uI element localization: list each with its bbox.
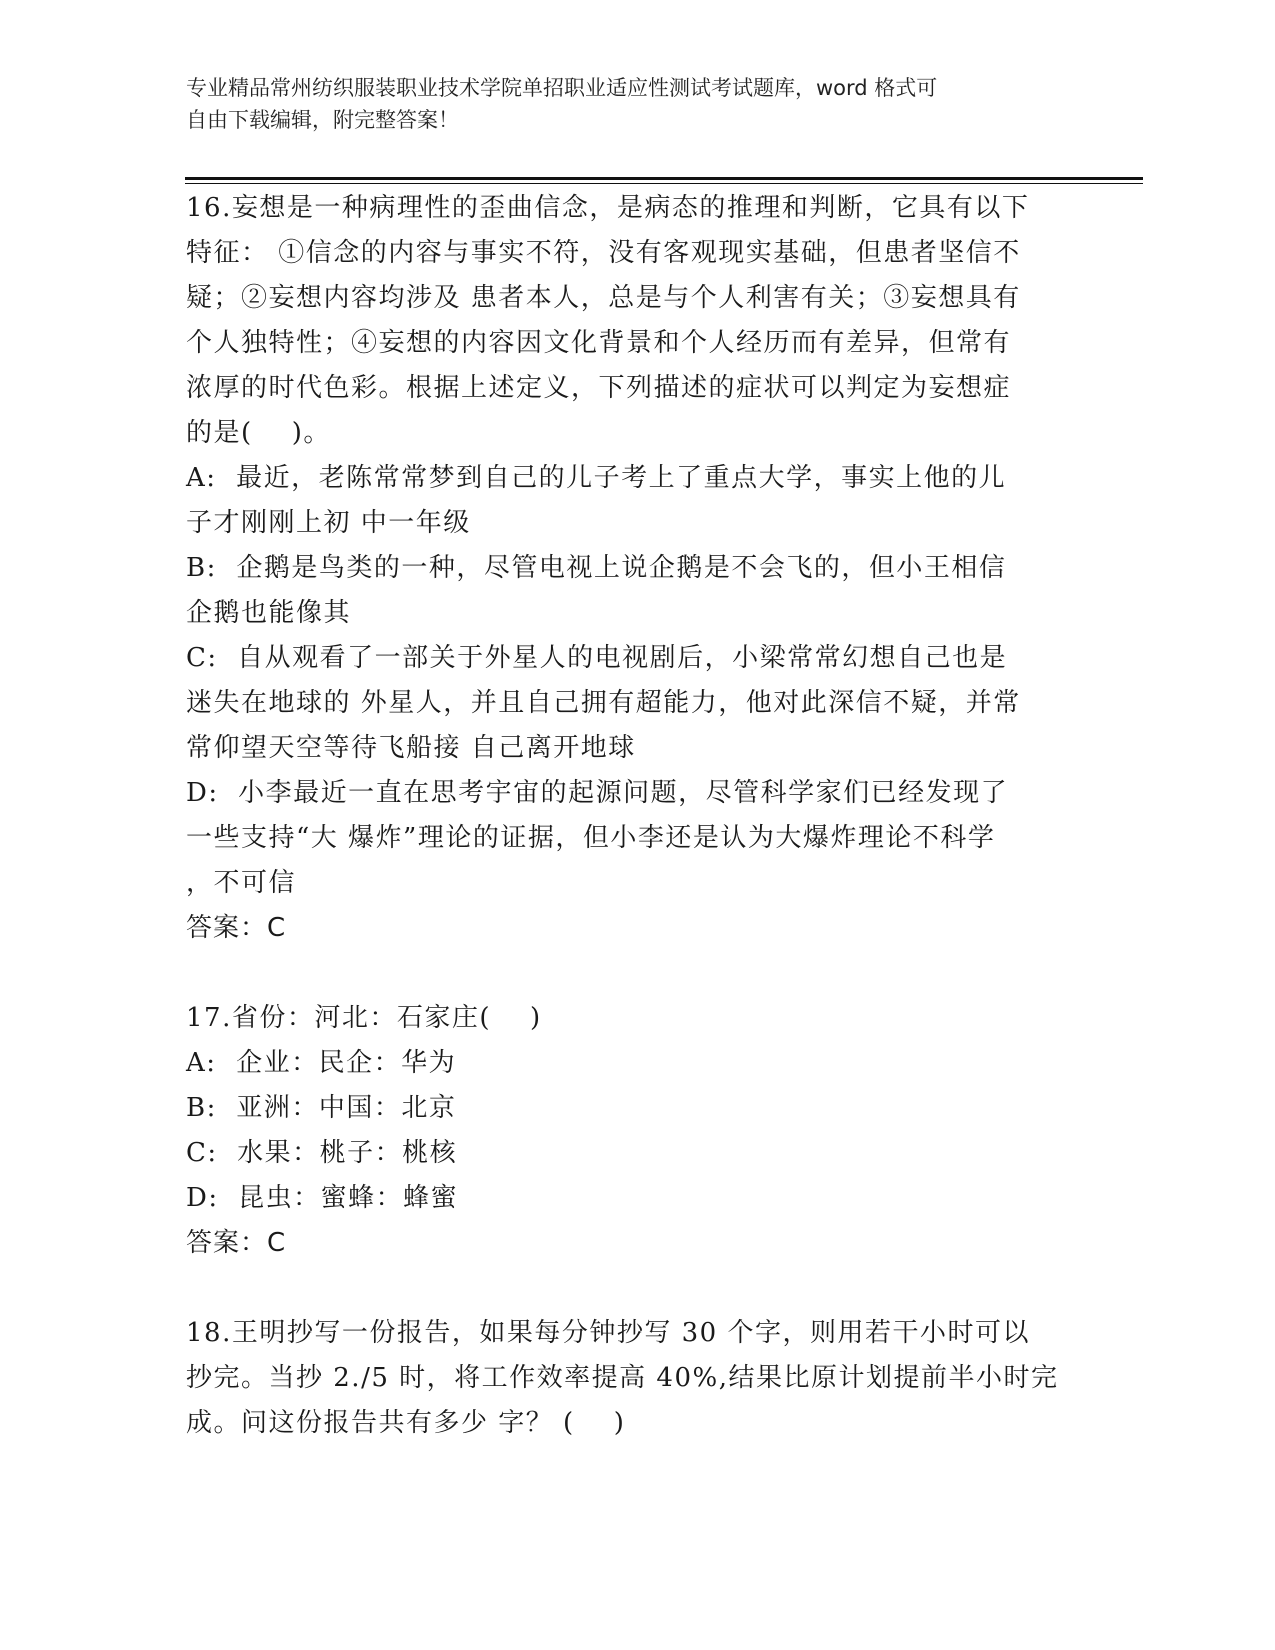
question-16-stem-line-6: 的是( )。 <box>186 418 331 448</box>
question-16-stem-line-2: 特征： ①信念的内容与事实不符，没有客观现实基础，但患者坚信不 <box>186 238 1021 268</box>
question-17-option-d: D: 昆虫：蜜蜂：蜂蜜 <box>186 1183 459 1213</box>
question-spacer <box>186 1266 1076 1311</box>
header-line-1: 专业精品常州纺织服装职业技术学院单招职业适应性测试考试题库，word 格式可 <box>186 76 938 100</box>
question-17-answer: 答案：C <box>186 1228 287 1258</box>
header-rule-thick <box>185 177 1143 180</box>
question-16-option-d-line-3: ，不可信 <box>186 868 297 898</box>
page-header <box>186 72 1086 136</box>
question-18-stem-line-3: 成。问这份报告共有多少 字？ ( ) <box>186 1408 626 1438</box>
question-18-stem-line-1: 18.王明抄写一份报告，如果每分钟抄写 30 个字，则用若干小时可以 <box>186 1318 1030 1348</box>
question-17-option-b: B: 亚洲：中国：北京 <box>186 1093 457 1123</box>
question-18 <box>186 1311 1076 1446</box>
question-16-option-c-line-2: 迷失在地球的 外星人，并且自己拥有超能力，他对此深信不疑，并常 <box>186 688 1021 718</box>
question-16-option-b-line-1: B: 企鹅是鸟类的一种，尽管电视上说企鹅是不会飞的，但小王相信 <box>186 553 1007 583</box>
question-17-option-c: C: 水果：桃子：桃核 <box>186 1138 458 1168</box>
question-16-option-d-line-2: 一些支持“大 爆炸”理论的证据，但小李还是认为大爆炸理论不科学 <box>186 823 996 853</box>
question-16-option-b-line-2: 企鹅也能像其 <box>186 598 352 628</box>
question-16-answer: 答案：C <box>186 913 287 943</box>
question-18-stem-line-2: 抄完。当抄 2./5 时，将工作效率提高 40%,结果比原计划提前半小时完 <box>186 1363 1059 1393</box>
header-line-2: 自由下载编辑，附完整答案！ <box>186 108 459 132</box>
question-16-stem-line-4: 个人独特性；④妄想的内容因文化背景和个人经历而有差异，但常有 <box>186 328 1012 358</box>
question-17 <box>186 996 1076 1266</box>
question-16-stem-line-5: 浓厚的时代色彩。根据上述定义，下列描述的症状可以判定为妄想症 <box>186 373 1012 403</box>
question-17-option-a: A: 企业：民企：华为 <box>186 1048 457 1078</box>
question-17-stem: 17.省份：河北：石家庄( ) <box>186 1003 542 1033</box>
question-16-option-d-line-1: D: 小李最近一直在思考宇宙的起源问题，尽管科学家们已经发现了 <box>186 778 1009 808</box>
question-16 <box>186 186 1076 951</box>
question-16-option-a-line-2: 子才刚刚上初 中一年级 <box>186 508 471 538</box>
question-16-option-c-line-1: C: 自从观看了一部关于外星人的电视剧后，小梁常常幻想自己也是 <box>186 643 1008 673</box>
question-list <box>186 186 1076 1446</box>
question-16-stem-line-1: 16.妄想是一种病理性的歪曲信念，是病态的推理和判断，它具有以下 <box>186 193 1030 223</box>
question-16-stem-line-3: 疑；②妄想内容均涉及 患者本人，总是与个人利害有关；③妄想具有 <box>186 283 1021 313</box>
question-16-option-a-line-1: A: 最近，老陈常常梦到自己的儿子考上了重点大学，事实上他的儿 <box>186 463 1007 493</box>
question-spacer <box>186 951 1076 996</box>
question-16-option-c-line-3: 常仰望天空等待飞船接 自己离开地球 <box>186 733 636 763</box>
header-rule-thin <box>185 183 1143 184</box>
